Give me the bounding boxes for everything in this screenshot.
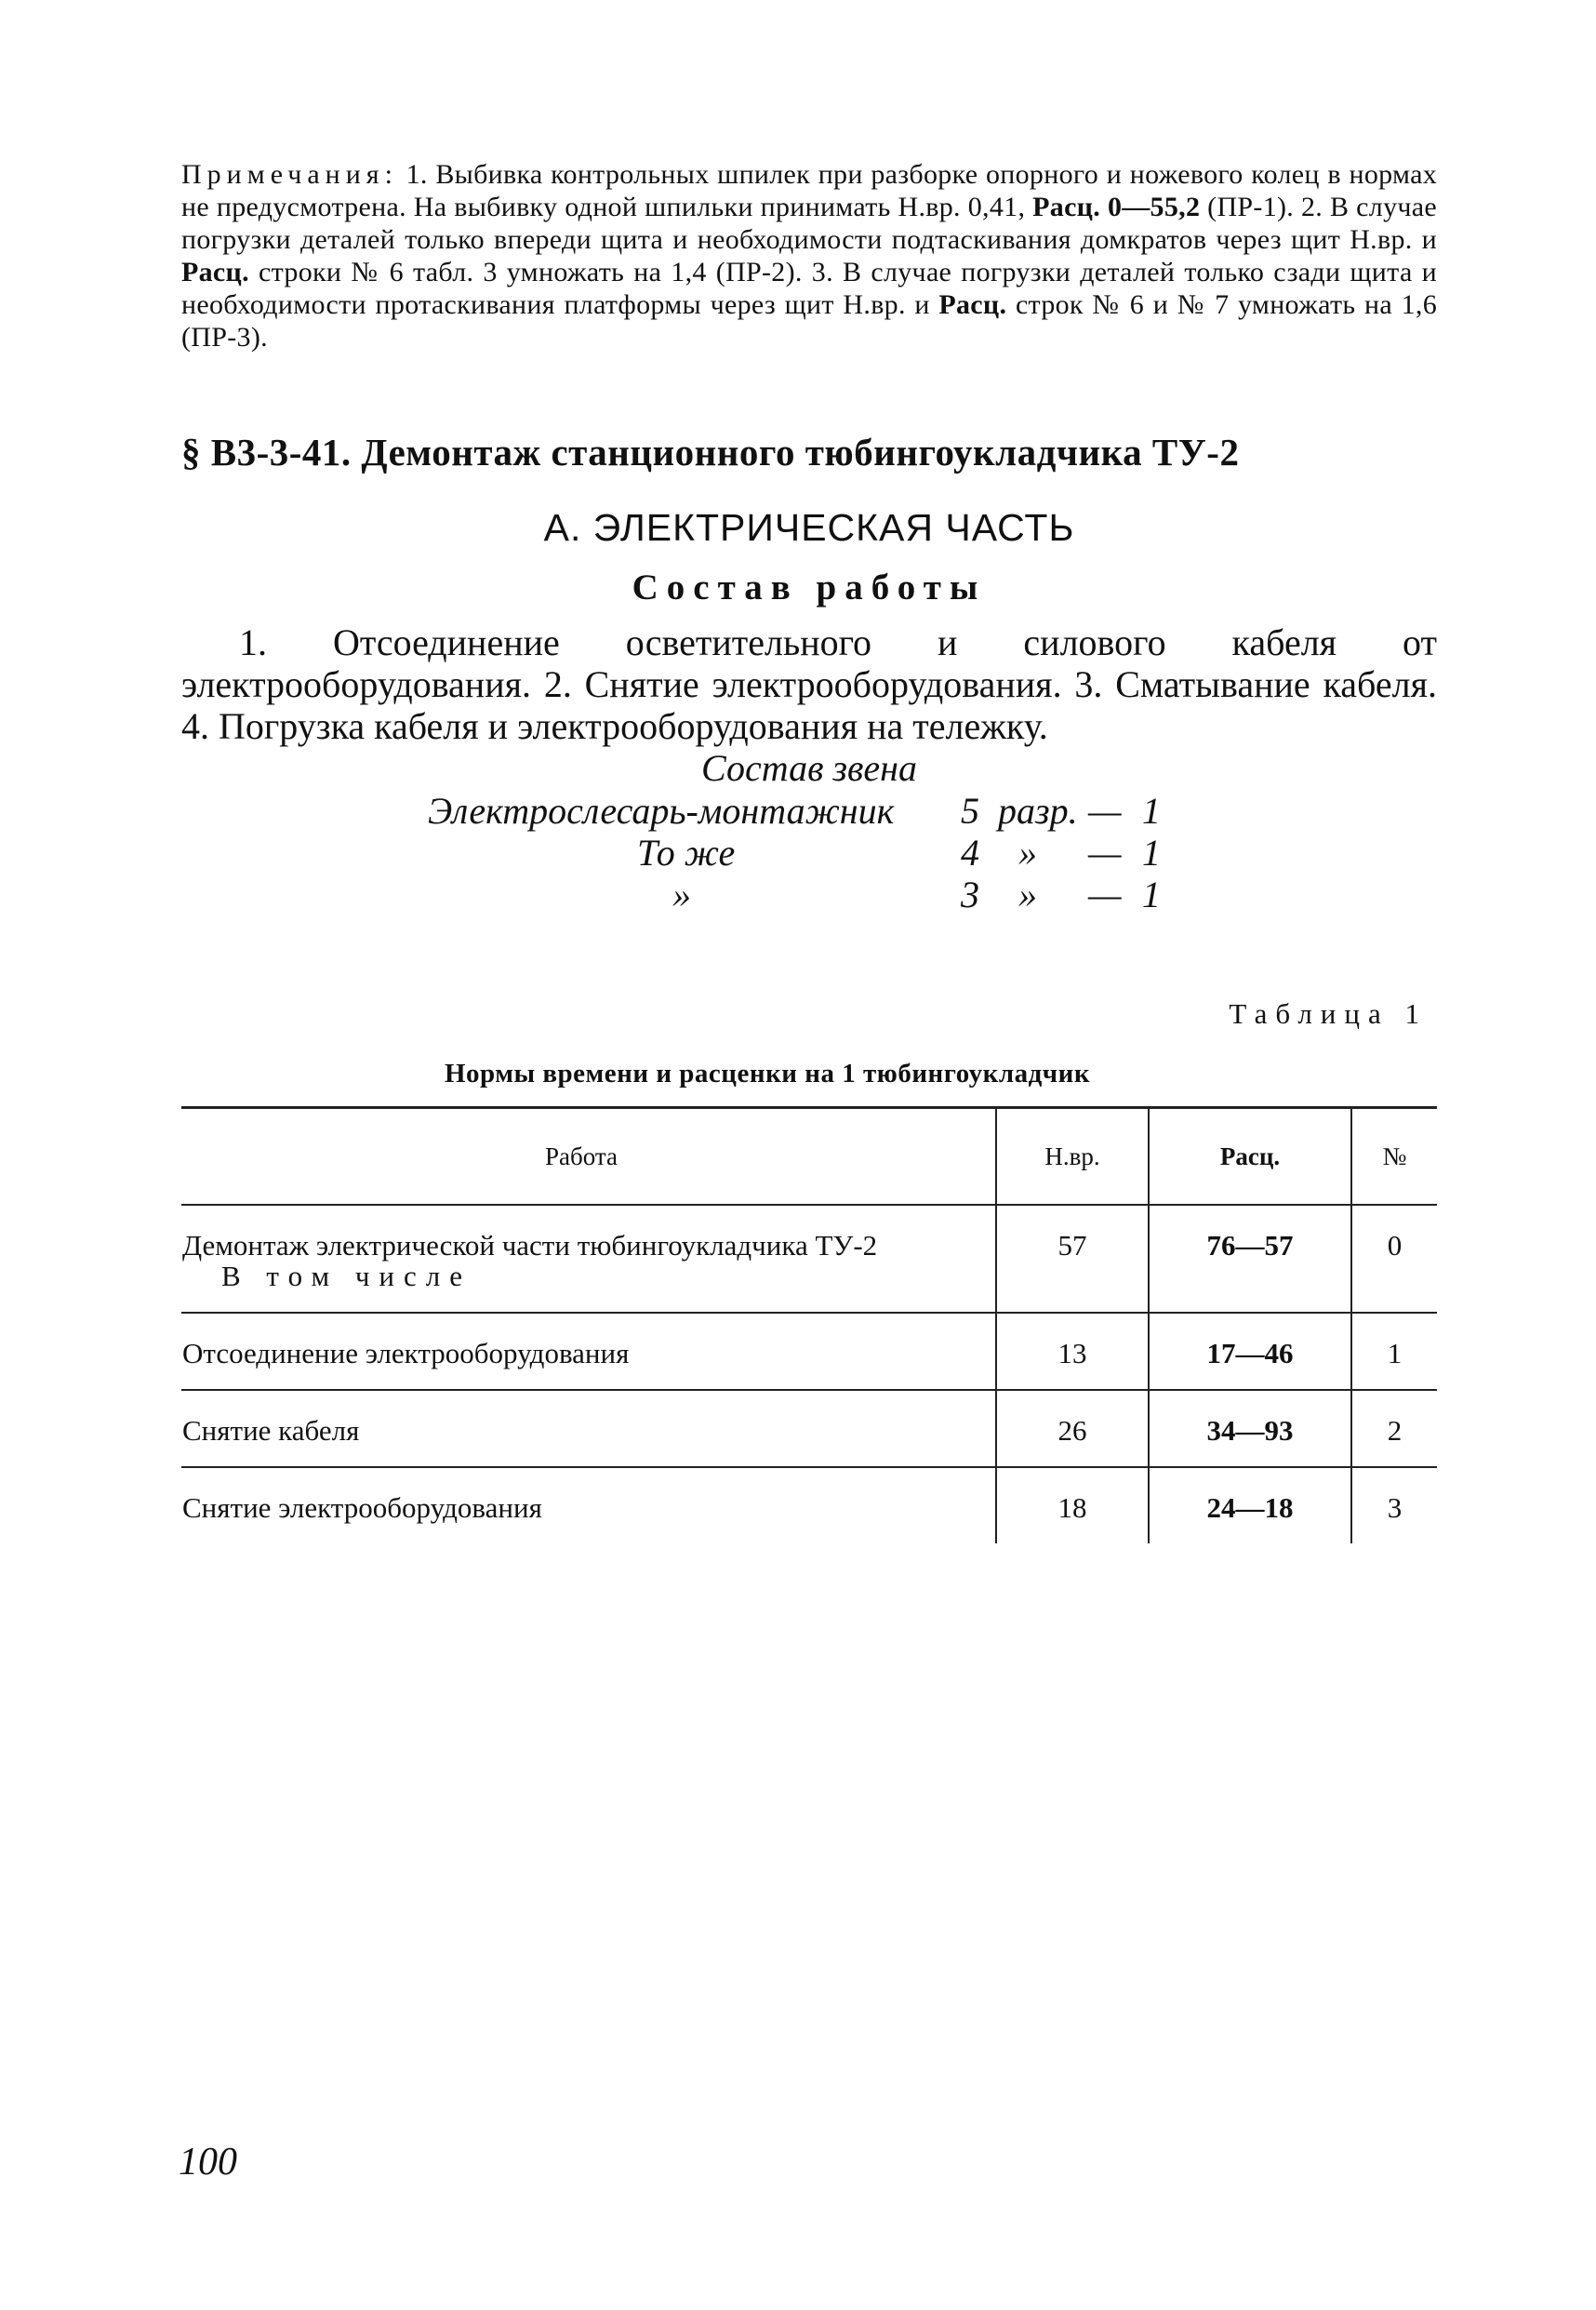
crew-count: 1 [1142, 874, 1161, 915]
crew-profession: » [672, 874, 691, 915]
notes-rate-2: Расц. [181, 257, 249, 287]
cell-work: Снятие электрооборудования [182, 1491, 542, 1524]
document-page [181, 158, 1437, 1543]
header-number: № [1351, 1108, 1437, 1206]
table-caption: Нормы времени и расценки на 1 тюбингоукладчик [444, 1059, 1091, 1088]
crew-grade: 5 [961, 790, 979, 832]
notes-rate-1: Расц. 0—55,2 [1032, 192, 1201, 222]
crew-dash: — [1088, 874, 1122, 915]
cell-rate: 24—18 [1149, 1467, 1351, 1543]
crew-unit: разр. [998, 790, 1078, 832]
notes-text-4: строк № 6 и № 7 умножать на 1,6 (ПР-3). [181, 289, 1437, 353]
crew-dash: — [1088, 832, 1122, 874]
notes-paragraph [181, 158, 1437, 354]
notes-text-2: (ПР-1). 2. В случае погрузки деталей только впереди щита и необходимости подтаскивания домкратов через щит Н.вр. и [181, 192, 1437, 255]
notes-rate-3: Расц. [938, 289, 1007, 320]
crew-title: Состав звена [700, 747, 917, 789]
cell-number: 2 [1351, 1390, 1437, 1467]
cell-number: 0 [1351, 1205, 1437, 1313]
crew-count: 1 [1142, 790, 1161, 832]
notes-text-3: строки № 6 табл. 3 умножать на 1,4 (ПР-2). 3. В случае погрузки деталей только сзади щита и необходимости протаскивания платформы через щит Н.вр. и [181, 257, 1437, 320]
cell-work [181, 1205, 996, 1313]
header-work: Работа [181, 1108, 996, 1206]
crew-grade: 4 [961, 832, 979, 874]
work-composition-title: Состав работы [632, 567, 987, 608]
table-header-row [181, 1108, 1437, 1206]
header-norm: Н.вр. [996, 1108, 1149, 1206]
cell-rate: 76—57 [1149, 1205, 1351, 1313]
crew-profession: Электрослесарь-монтажник [428, 790, 895, 832]
crew-dash: — [1088, 790, 1122, 832]
table-row [181, 1313, 1437, 1390]
crew-unit: » [1018, 832, 1037, 874]
header-rate: Расц. [1149, 1108, 1351, 1206]
cell-work-sub: В том числе [221, 1260, 472, 1292]
table-row [181, 1467, 1437, 1543]
crew-unit: » [1018, 874, 1037, 915]
table-row [181, 1205, 1437, 1313]
cell-work-text: Демонтаж электрической части тюбингоукладчика ТУ-2 [182, 1229, 878, 1262]
part-title: А. ЭЛЕКТРИЧЕСКАЯ ЧАСТЬ [543, 506, 1075, 549]
cell-work: Снятие кабеля [181, 1390, 996, 1467]
cell-norm: 13 [996, 1313, 1149, 1390]
crew-profession: То же [637, 832, 736, 874]
table-number: Таблица 1 [1229, 997, 1428, 1030]
cell-number: 1 [1351, 1313, 1437, 1390]
work-composition-text: 1. Отсоединение осветительного и силового кабеля от электрооборудования. 2. Снятие электрооборудования. 3. Сматывание кабеля. 4. Погрузка кабеля и электрооборудования на тележку. [181, 621, 1437, 747]
cell-norm: 26 [996, 1390, 1149, 1467]
norms-table [181, 1106, 1437, 1543]
section-title: § В3-3-41. Демонтаж станционного тюбингоукладчика ТУ-2 [181, 431, 1240, 474]
cell-norm: 18 [996, 1467, 1149, 1543]
cell-norm: 57 [996, 1205, 1149, 1313]
cell-rate: 17—46 [1149, 1313, 1351, 1390]
notes-label: Примечания: [181, 159, 398, 190]
crew-list [181, 789, 1437, 919]
cell-number: 3 [1351, 1467, 1437, 1543]
table-row [181, 1390, 1437, 1467]
crew-count: 1 [1142, 832, 1161, 874]
page-number: 100 [179, 2141, 237, 2183]
cell-work: Отсоединение электрооборудования [181, 1313, 996, 1390]
notes-text-1: 1. Выбивка контрольных шпилек при разборке опорного и ножевого колец в нормах не предусмотрена. На выбивку одной шпильки принимать Н.вр. 0,41, [181, 159, 1437, 222]
crew-grade: 3 [961, 874, 979, 915]
cell-rate: 34—93 [1149, 1390, 1351, 1467]
